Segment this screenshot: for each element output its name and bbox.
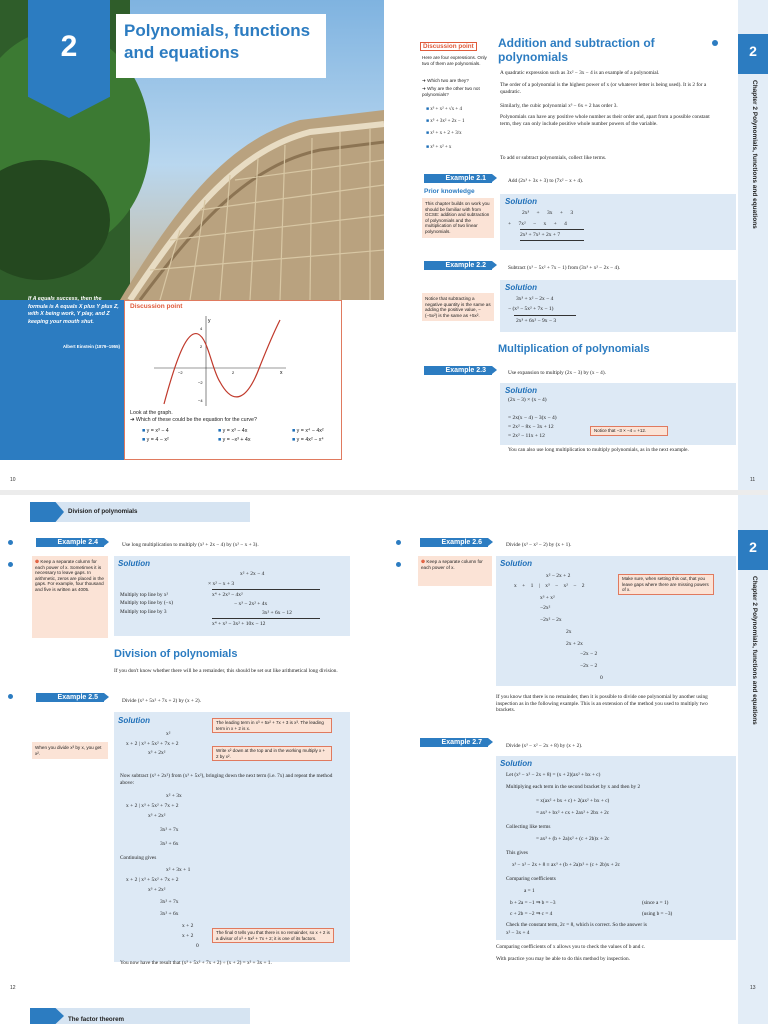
ex27-line-8: x³ − x² − 2x + 8 ≡ ax³ + (b + 2a)x² + (c + 2b)x + 2c xyxy=(512,862,620,868)
para-1: A quadratic expression such as 3x² − 3x − 4 is an example of a polynomial. xyxy=(500,70,660,76)
cubic-graph xyxy=(150,312,290,408)
ex26-line-3: x³ + x² xyxy=(540,595,555,601)
ex27-line-7: This gives xyxy=(506,850,528,856)
ex27-line-5: Collecting like terms xyxy=(506,824,551,830)
ex24-solution-label: Solution xyxy=(118,559,150,568)
para-4: Polynomials can have any positive whole number as their order and, apart from a possible constant term, they can only include positive whole number powers of the variable. xyxy=(500,114,710,127)
ex27-line-3: = x(ax² + bx + c) + 2(ax² + bx + c) xyxy=(536,798,610,804)
ex24-line-6: x⁴ + x³ − 3x² + 10x − 12 xyxy=(212,621,266,627)
ex24-rule-2 xyxy=(212,618,320,619)
practice-para: With practice you may be able to do this method by inspection. xyxy=(496,956,630,962)
option-5: ■ y = x⁴ − 4x² xyxy=(292,428,324,434)
ex27-line-6: = ax³ + (b + 2a)x² + (c + 2b)x + 2c xyxy=(536,836,610,842)
side-chapter-number: 2 xyxy=(738,34,768,74)
ex22-line-1: 3x³ + x² − 2x − 4 xyxy=(516,296,554,302)
dp2-expr-2: ■ x⁵ + 3x² + 2x − 1 xyxy=(426,119,465,124)
option-2: ■ y = 4 − x² xyxy=(142,437,169,443)
ex22-solution-label: Solution xyxy=(505,283,537,292)
ex26-line-8: −2x − 2 xyxy=(580,651,598,657)
ex27-line-2: Multiplying each term in the second bracket by x and then by 2 xyxy=(506,784,641,790)
dp2-expr-1: ■ x³ + x² + √x + 4 xyxy=(426,107,462,112)
quote-text: If A equals success, then the formula is A equals X plus Y plus Z, with X being work, Y play, and Z keeping your mouth shut. xyxy=(28,296,119,325)
ex27-line-12: c + 2b = −2 ⇒ c = 4 xyxy=(510,911,553,917)
example-2-1-tab: Example 2.1 xyxy=(424,174,492,183)
svg-text:2: 2 xyxy=(200,344,203,349)
ex27-since-1: (since a = 1) xyxy=(642,900,669,906)
ex27-line-11: b + 2a = −1 ⇒ b = −3 xyxy=(510,900,556,906)
quote-author: Albert Einstein (1879–1955) xyxy=(62,344,120,349)
ex27-solution-label: Solution xyxy=(500,759,532,768)
footer-text: The factor theorem xyxy=(68,1016,125,1023)
example-2-2-tab: Example 2.2 xyxy=(424,261,492,270)
para-2: The order of a polynomial is the highest power of x (or whatever letter is being used). It is 2 for a quadratic. xyxy=(500,82,707,95)
ex27-line-4: = ax³ + bx² + cx + 2ax² + 2bx + 2c xyxy=(536,810,610,816)
ex21-question: Add (2x³ + 3x + 3) to (7x² − x + 4). xyxy=(508,178,584,184)
side-chapter-text: Chapter 2 Polynomials, functions and equations xyxy=(751,576,758,725)
heading-multiplication: Multiplication of polynomials xyxy=(498,343,650,355)
div3-sub-3: 3x² + 6x xyxy=(160,911,179,917)
svg-text:y: y xyxy=(208,318,211,324)
option-1: ■ y = x³ − 4 xyxy=(142,428,169,434)
ex25-note-2: Write x² down at the top and in the working multiply x + 2 by x². xyxy=(212,746,332,761)
svg-text:2: 2 xyxy=(232,370,235,375)
option-4: ■ y = −x³ + 4x xyxy=(218,437,251,443)
discussion-title: Discussion point xyxy=(130,303,183,310)
ex26-note: ❶ Keep a separate column for each power of x. xyxy=(418,556,492,586)
ex23-question: Use expansion to multiply (2x − 3) by (x − 4). xyxy=(508,370,606,376)
chapter-number: 2 xyxy=(60,30,78,63)
svg-text:−2: −2 xyxy=(178,370,183,375)
ex26-line-6: 2x xyxy=(566,629,572,635)
ex27-line-9: Comparing coefficients xyxy=(506,876,556,882)
ex26-line-4: −2x² xyxy=(540,605,551,611)
div3-sub-2: 3x² + 7x xyxy=(160,899,179,905)
para-3: Similarly, the cubic polynomial x³ − 6x + 2 has order 3. xyxy=(500,103,618,109)
heading-icon xyxy=(712,40,718,46)
svg-text:−4: −4 xyxy=(198,398,203,403)
ex22-note: Notice that subtracting a negative quantity is the same as adding the positive value, −(−5x²) is the same as +5x². xyxy=(422,293,494,321)
ex25-note-1: The leading term in x³ + 5x² + 7x + 3 is x³. The leading term in x + 2 is x. xyxy=(212,718,332,733)
ex21-rule xyxy=(520,229,584,230)
ex24-line-2: × x² − x + 3 xyxy=(208,581,235,587)
dp2-title: Discussion point xyxy=(420,42,477,51)
page-number: 12 xyxy=(10,985,16,991)
ex26-side-note: Make sure, when setting this out, that you leave gaps where there are missing powers of x. xyxy=(618,574,714,595)
dp2-q2: ➜ Why are the other two not polynomials? xyxy=(422,86,480,97)
ex23-line-3: = 2x² − 8x − 3x + 12 xyxy=(508,424,554,430)
div3-sub-1: x³ + 2x² xyxy=(148,887,166,893)
ex21-line-2: + 7x² − x + 4 xyxy=(508,221,567,227)
inspection-para: If you know that there is no remainder, then it is possible to divide one polynomial by another using inspection as in the following example. This is an extension of the method you used to multiply two brackets. xyxy=(496,694,708,713)
page-number: 11 xyxy=(750,477,756,483)
page-number: 13 xyxy=(750,985,756,991)
ex24-line-3: x⁴ + 2x³ − 4x² xyxy=(212,592,243,598)
div3-remainder: 0 xyxy=(196,943,199,949)
svg-text:4: 4 xyxy=(200,326,203,331)
para-5: To add or subtract polynomials, collect like terms. xyxy=(500,155,607,161)
ex27-line-13: Check the constant term, 2c = 8, which is correct. So the answer is xyxy=(506,922,647,928)
div2-sub-1: x³ + 2x² xyxy=(148,813,166,819)
margin-icon xyxy=(8,694,13,699)
ex23-line-4: = 2x² − 11x + 12 xyxy=(508,433,545,439)
ex27-line-14: x² − 3x + 4 xyxy=(506,930,530,936)
ex21-line-1: 2x³ + 3x + 3 xyxy=(522,210,574,216)
prior-knowledge-title: Prior knowledge xyxy=(424,188,475,195)
ex23-after: You can also use long multiplication to multiply polynomials, as in the next example. xyxy=(508,447,689,453)
ex27-question: Divide (x³ − x² − 2x + 8) by (x + 2). xyxy=(506,743,583,749)
margin-icon xyxy=(8,562,13,567)
example-2-4-tab: Example 2.4 xyxy=(36,538,104,547)
discussion-q1: Look at the graph. xyxy=(130,410,173,416)
div3-dividend: x + 2 | x³ + 5x² + 7x + 2 xyxy=(126,877,179,883)
ex27-since-2: (using b = −3) xyxy=(642,911,673,917)
div2-dividend: x + 2 | x³ + 5x² + 7x + 2 xyxy=(126,803,179,809)
chapter-sidebar xyxy=(738,495,768,1024)
div2-sub-2: 3x² + 7x xyxy=(160,827,179,833)
option-6: ■ y = 4x² − x⁴ xyxy=(292,437,324,443)
page-number: 10 xyxy=(10,477,16,483)
ex22-line-2: − (x³ − 5x² + 7x − 1) xyxy=(508,306,554,312)
ex24-line-4: − x³ − 2x² + 4x xyxy=(234,601,268,607)
ex24-rule xyxy=(212,589,320,590)
ex21-rule-2 xyxy=(520,240,584,241)
ex24-step-1: Multiply top line by x² xyxy=(120,592,169,598)
ex21-line-3: 2x³ + 7x² + 2x + 7 xyxy=(520,232,561,238)
prior-knowledge-text: This chapter builds on work you should be familiar with from GCSE: addition and subtraction of polynomials and the multiplication of two linear polynomials. xyxy=(422,198,494,238)
ex26-line-1: x² − 2x + 2 xyxy=(546,573,571,579)
dp2-expr-3: ■ x² + x + 2 + 3/x xyxy=(426,131,462,136)
div2-quotient: x² + 3x xyxy=(166,793,182,799)
side-chapter-text: Chapter 2 Polynomials, functions and equations xyxy=(751,80,758,229)
ex25-result: You now have the result that (x³ + 5x² + 7x + 2) ÷ (x + 2) = x² + 3x + 1. xyxy=(120,960,272,966)
ex26-line-10: 0 xyxy=(600,675,603,681)
margin-icon xyxy=(8,540,13,545)
div3-quotient: x² + 3x + 1 xyxy=(166,867,191,873)
ex26-line-2: x + 1 | x³ − x² − 2 xyxy=(514,583,585,589)
division-para: If you don't know whether there will be a remainder, this should be set out like arithmetical long division. xyxy=(114,668,338,674)
ex23-line-2: = 2x(x − 4) − 3(x − 4) xyxy=(508,415,557,421)
ex25-question: Divide (x³ + 5x² + 7x + 2) by (x + 2). xyxy=(122,698,201,704)
ex24-line-1: x² + 2x − 4 xyxy=(240,571,265,577)
ex25-para-1: Now subtract (x³ + 2x²) from (x³ + 5x²), bringing down the next term (i.e. 7x) and repeat the method above: xyxy=(120,773,333,786)
comparing-para: Comparing coefficients of x allows you to check the values of b and c. xyxy=(496,944,646,950)
ex21-solution-label: Solution xyxy=(505,197,537,206)
ex22-rule xyxy=(514,315,576,316)
heading-addition: Addition and subtraction of polynomials xyxy=(498,36,655,64)
ex26-line-7: 2x + 2x xyxy=(566,641,583,647)
margin-icon xyxy=(396,540,401,545)
ex26-line-5: −2x² − 2x xyxy=(540,617,562,623)
ex22-question: Subtract (x³ − 5x² + 7x − 1) from (3x³ + x² − 2x − 4). xyxy=(508,265,621,271)
ex23-solution-label: Solution xyxy=(505,386,537,395)
ex24-question: Use long multiplication to multiply (x² + 2x − 4) by (x² − x + 3). xyxy=(122,542,259,548)
margin-icon xyxy=(396,562,401,567)
div3-sub-5: x + 2 xyxy=(182,933,194,939)
ex27-line-1: Let (x³ − x² − 2x + 8) = (x + 2)(ax² + bx + c) xyxy=(506,772,601,778)
ex25-note-3: The final 0 tells you that there is no remainder, so x + 2 is a divisor of x³ + 5x² + 7x + 2; it is one of its factors. xyxy=(212,928,334,943)
div1-sub: x³ + 2x² xyxy=(148,750,166,756)
discussion-q2: ➜ Which of these could be the equation for the curve? xyxy=(130,417,257,423)
ex25-side-note: When you divide x³ by x, you get x². xyxy=(32,742,108,759)
section-header-text: Division of polynomials xyxy=(68,508,138,515)
ex26-line-9: −2x − 2 xyxy=(580,663,598,669)
ex24-step-3: Multiply top line by 3 xyxy=(120,609,167,615)
ex23-line-1: (2x − 3) × (x − 4) xyxy=(508,397,547,403)
ex26-solution-label: Solution xyxy=(500,559,532,568)
dp2-text: Here are four expressions. Only two of them are polynomials. xyxy=(422,55,487,66)
ex26-question: Divide (x³ − x² − 2) by (x + 1). xyxy=(506,542,572,548)
chapter-title: Polynomials, functions and equations xyxy=(124,21,311,62)
svg-text:x: x xyxy=(280,370,283,376)
div3-sub-4: x + 2 xyxy=(182,923,194,929)
dp2-q1: ➜ Which two are they? xyxy=(422,78,469,83)
div2-sub-3: 3x² + 6x xyxy=(160,841,179,847)
ex24-note: ❶ Keep a separate column for each power of x. Sometimes it is necessary to leave gaps. In arithmetic, zeros are placed in the gaps. For example, four thousand and five is written as 4005. xyxy=(32,556,108,638)
ex24-step-2: Multiply top line by (−x) xyxy=(120,600,174,606)
svg-text:−2: −2 xyxy=(198,380,203,385)
ex27-line-10: a = 1 xyxy=(524,888,535,894)
div1-dividend: x + 2 | x³ + 5x² + 7x + 2 xyxy=(126,741,179,747)
ex24-line-5: 3x² + 6x − 12 xyxy=(262,610,292,616)
ex22-line-3: 2x³ + 6x² − 9x − 3 xyxy=(516,318,557,324)
side-chapter-number: 2 xyxy=(738,530,768,570)
ex25-continuing: Continuing gives xyxy=(120,855,157,861)
heading-division: Division of polynomials xyxy=(114,648,238,660)
example-2-3-tab: Example 2.3 xyxy=(424,366,492,375)
example-2-6-tab: Example 2.6 xyxy=(420,538,488,547)
dp2-expr-4: ■ x³ + x² + x xyxy=(426,145,452,150)
div1-quotient: x² xyxy=(166,731,171,737)
ex23-note: Notice that −3 × −4 = +12. xyxy=(590,426,668,436)
example-2-7-tab: Example 2.7 xyxy=(420,738,488,747)
example-2-5-tab: Example 2.5 xyxy=(36,693,104,702)
option-3: ■ y = x³ − 4x xyxy=(218,428,248,434)
ex25-solution-label: Solution xyxy=(118,716,150,725)
